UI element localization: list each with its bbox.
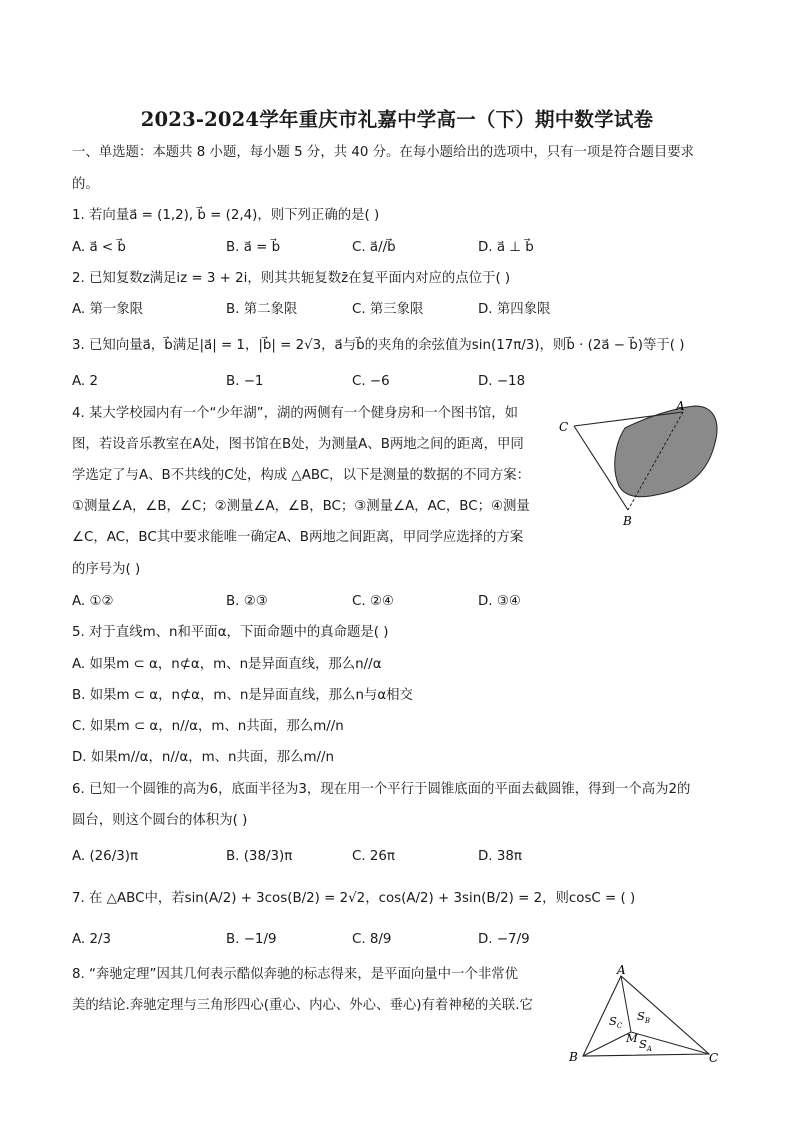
question-1-option-d: D. a⃗ ⊥ b⃗ [478, 240, 534, 255]
question-3-option-a: A. 2 [72, 374, 98, 389]
label-sa-main: S [639, 1037, 647, 1051]
label-c: C [559, 420, 569, 434]
question-6-line-2: 圆台，则这个圆台的体积为( ) [72, 813, 248, 828]
question-4-option-d: D. ③④ [478, 594, 521, 609]
question-6-option-d: D. 38π [478, 849, 522, 864]
segment-mb [583, 1032, 631, 1056]
label-sa-sub: A [646, 1045, 652, 1053]
label-sa [639, 1037, 652, 1053]
label-sc [609, 1014, 623, 1030]
question-4-option-a: A. ①② [72, 594, 114, 609]
question-3-stem: 3. 已知向量a⃗，b⃗满足|a⃗| = 1，|b⃗| = 2√3，a⃗与b⃗的夹角的余弦值为sin(17π/3)，则b⃗ · (2a⃗ − b⃗)等于( ) [72, 338, 685, 353]
question-2-option-b: B. 第二象限 [226, 302, 298, 317]
question-7-stem: 7. 在 △ABC中，若sin(A/2) + 3cos(B/2) = 2√2，cos(A/2) + 3sin(B/2) = 2，则cosC = ( ) [72, 891, 636, 906]
question-4-line-4: ①测量∠A，∠B，∠C；②测量∠A，∠B，BC；③测量∠A，AC，BC；④测量 [72, 499, 530, 514]
question-7-option-a: A. 2/3 [72, 932, 111, 947]
question-1-option-a: A. a⃗ < b⃗ [72, 240, 126, 255]
label-sb-sub: B [644, 1017, 651, 1025]
question-3-option-d: D. −18 [478, 374, 526, 389]
question-7-option-c: C. 8/9 [352, 932, 392, 947]
label-sc-sub: C [616, 1022, 623, 1030]
label-b: B [623, 514, 632, 528]
lake-triangle-figure [555, 398, 725, 533]
question-6-option-c: C. 26π [352, 849, 395, 864]
label-m: M [626, 1031, 638, 1045]
lake-shape [615, 406, 717, 497]
question-5-stem: 5. 对于直线m、n和平面α，下面命题中的真命题是( ) [72, 625, 389, 640]
segment-ma [621, 976, 631, 1032]
question-2-option-d: D. 第四象限 [478, 302, 551, 317]
question-4-line-5: ∠C，AC，BC其中要求能唯一确定A、B两地之间距离，甲同学应选择的方案 [72, 530, 524, 545]
question-7-option-d: D. −7/9 [478, 932, 530, 947]
question-1-option-c: C. a⃗//b⃗ [352, 240, 396, 255]
question-4-option-c: C. ②④ [352, 594, 394, 609]
label-sb [637, 1009, 650, 1025]
question-2-option-a: A. 第一象限 [72, 302, 143, 317]
question-7-option-b: B. −1/9 [226, 932, 277, 947]
question-8-line-2: 美的结论.奔驰定理与三角形四心(重心、内心、外心、垂心)有着神秘的关联.它 [72, 998, 533, 1013]
section-heading-line1: 一、单选题：本题共 8 小题，每小题 5 分，共 40 分。在每小题给出的选项中，只有一项是符合题目要求 [72, 145, 695, 160]
question-4-line-6: 的序号为( ) [72, 562, 141, 577]
section-heading-line2: 的。 [72, 177, 99, 192]
question-5-option-b: B. 如果m ⊂ α，n⊄α，m、n是异面直线，那么n与α相交 [72, 688, 413, 703]
question-5-option-a: A. 如果m ⊂ α，n⊄α，m、n是异面直线，那么n//α [72, 657, 382, 672]
question-5-option-c: C. 如果m ⊂ α，n//α，m、n共面，那么m//n [72, 719, 344, 734]
question-6-line-1: 6. 已知一个圆锥的高为6，底面半径为3，现在用一个平行于圆锥底面的平面去截圆锥，得到一个高为2的 [72, 782, 691, 797]
question-4-line-3: 学选定了与A、B不共线的C处，构成 △ABC，以下是测量的数据的不同方案： [72, 468, 531, 483]
question-4-line-1: 4. 某大学校园内有一个“少年湖”，湖的两侧有一个健身房和一个图书馆，如 [72, 406, 519, 421]
question-2-stem: 2. 已知复数z满足iz = 3 + 2i，则其共轭复数z̄在复平面内对应的点位于( ) [72, 271, 511, 286]
exam-title: 2023-2024学年重庆市礼嘉中学高一（下）期中数学试卷 [140, 108, 654, 131]
label-c: C [709, 1051, 719, 1065]
question-2-option-c: C. 第三象限 [352, 302, 424, 317]
question-5-option-d: D. 如果m//α，n//α，m、n共面，那么m//n [72, 750, 335, 765]
label-sc-main: S [609, 1014, 617, 1028]
question-1-option-b: B. a⃗ = b⃗ [226, 240, 281, 255]
question-1-stem: 1. 若向量a⃗ = (1,2), b⃗ = (2,4)，则下列正确的是( ) [72, 208, 380, 223]
question-6-option-a: A. (26/3)π [72, 849, 139, 864]
label-sb-main: S [637, 1009, 645, 1023]
question-3-option-b: B. −1 [226, 374, 264, 389]
label-a: A [676, 399, 685, 413]
question-4-option-b: B. ②③ [226, 594, 268, 609]
question-8-line-1: 8. “奔驰定理”因其几何表示酷似奔驰的标志得来，是平面向量中一个非常优 [72, 967, 519, 982]
question-6-option-b: B. (38/3)π [226, 849, 293, 864]
label-b: B [569, 1050, 578, 1064]
question-4-line-2: 图，若设音乐教室在A处，图书馆在B处，为测量A、B两地之间的距离，甲同 [72, 437, 524, 452]
benz-triangle-figure [565, 962, 725, 1067]
question-3-option-c: C. −6 [352, 374, 390, 389]
label-a: A [617, 963, 626, 977]
